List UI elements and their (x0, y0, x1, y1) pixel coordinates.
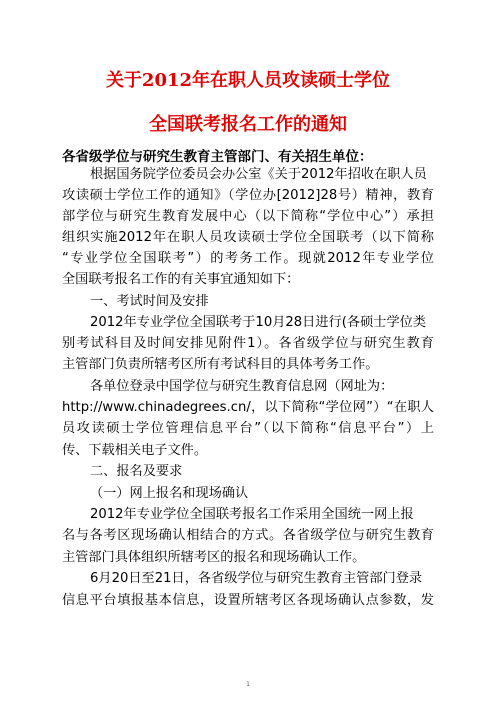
body-line: 主管部门具体组织所辖考区的报名和现场确认工作。 (62, 550, 366, 565)
body-line: “专业学位全国联考”）的考务工作。现就2012年专业学位 (62, 251, 434, 266)
body-line-url: http://www.chinadegrees.cn/，以下简称“学位网”）“在职人 (62, 400, 434, 415)
body-line: 部学位与研究生教育发展中心（以下简称“学位中心”）承担 (62, 209, 434, 224)
body-line: 组织实施2012年在职人员攻读硕士学位全国联考（以下简称 (62, 230, 434, 245)
body-line: 全国联考报名工作的有关事宜通知如下： (62, 272, 300, 287)
page-number: 1 (246, 681, 250, 688)
recipient-line: 各省级学位与研究生教育主管部门、有关招生单位： (62, 149, 373, 165)
body-line: 各单位登录中国学位与研究生教育信息网（网址为： (90, 379, 394, 394)
body-line: 6月20日至21日，各省级学位与研究生教育主管部门登录 (90, 571, 423, 586)
section-heading: 二、报名及要求 (90, 464, 183, 479)
body-line: 员攻读硕士学位管理信息平台”（以下简称“信息平台”）上 (62, 421, 434, 436)
subsection-heading: （一）网上报名和现场确认 (90, 486, 249, 501)
body-line: 主管部门负责所辖考区所有考试科目的具体考务工作。 (62, 357, 379, 372)
body-line: 2012年专业学位全国联考于10月28日进行(各硕士学位类 (90, 315, 427, 330)
document-title-line-2: 全国联考报名工作的通知 (149, 114, 347, 135)
document-title-line-1: 关于2012年在职人员攻读硕士学位 (105, 70, 391, 91)
section-heading: 一、考试时间及安排 (90, 294, 209, 309)
body-line: 名与各考区现场确认相结合的方式。各省级学位与研究生教育 (62, 528, 434, 543)
body-line: 传、下载相关电子文件。 (62, 443, 208, 458)
body-line: 信息平台填报基本信息，设置所辖考区各现场确认点参数，发 (62, 593, 434, 608)
body-line: 攻读硕士学位工作的通知》（学位办[2012]28号）精神，教育 (62, 188, 434, 203)
body-line: 别考试科目及时间安排见附件1）。各省级学位与研究生教育 (62, 336, 434, 351)
body-line: 根据国务院学位委员会办公室《关于2012年招收在职人员 (90, 167, 427, 182)
body-line: 2012年专业学位全国联考报名工作采用全国统一网上报 (90, 507, 414, 522)
